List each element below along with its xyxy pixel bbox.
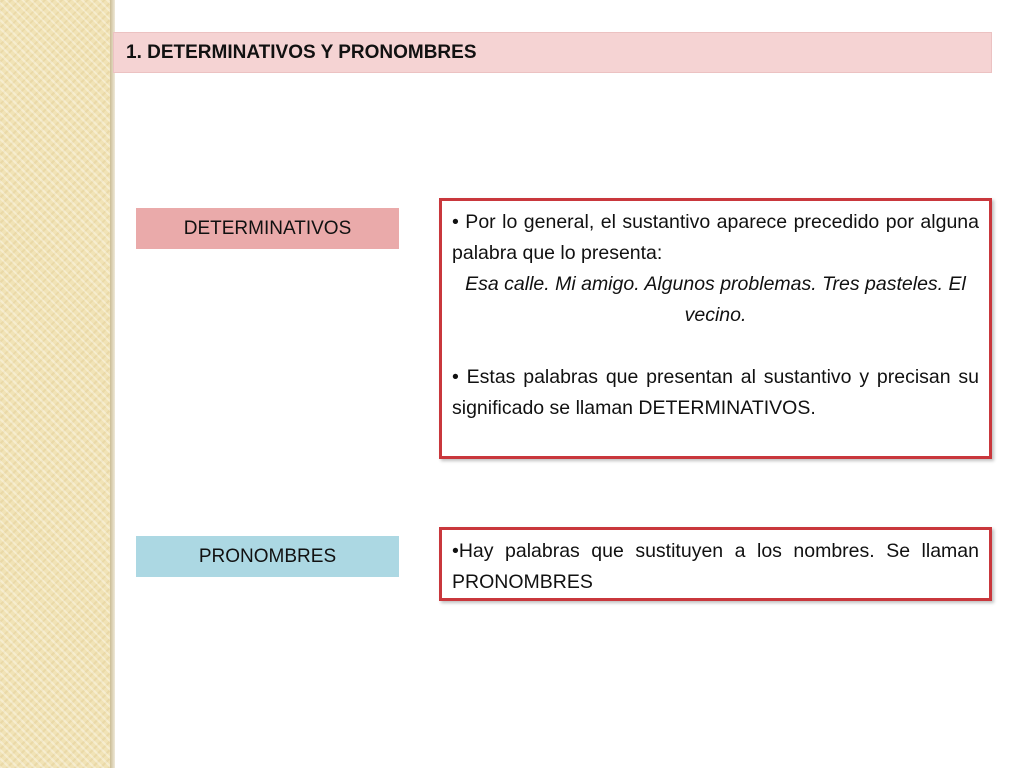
determinativos-examples: Esa calle. Mi amigo. Algunos problemas. Tres pasteles. El vecino. — [465, 273, 966, 326]
pronombres-text-box — [439, 527, 992, 601]
pronombres-bullet-1: •Hay palabras que sustituyen a los nombres. Se llaman PRONOMBRES — [452, 540, 979, 593]
determinativos-text-box — [439, 198, 992, 459]
determinativos-label: DETERMINATIVOS — [136, 208, 399, 249]
pronombres-label: PRONOMBRES — [136, 536, 399, 577]
decorative-side-strip — [0, 0, 110, 768]
determinativos-bullet-2: • Estas palabras que presentan al sustantivo y precisan su significado se llaman DETERMINATIVOS. — [452, 366, 979, 419]
slide-title: 1. DETERMINATIVOS Y PRONOMBRES — [113, 32, 992, 73]
paragraph-spacer — [452, 331, 979, 362]
determinativos-bullet-1: • Por lo general, el sustantivo aparece precedido por alguna palabra que lo presenta: — [452, 211, 979, 264]
side-strip-edge — [110, 0, 115, 768]
